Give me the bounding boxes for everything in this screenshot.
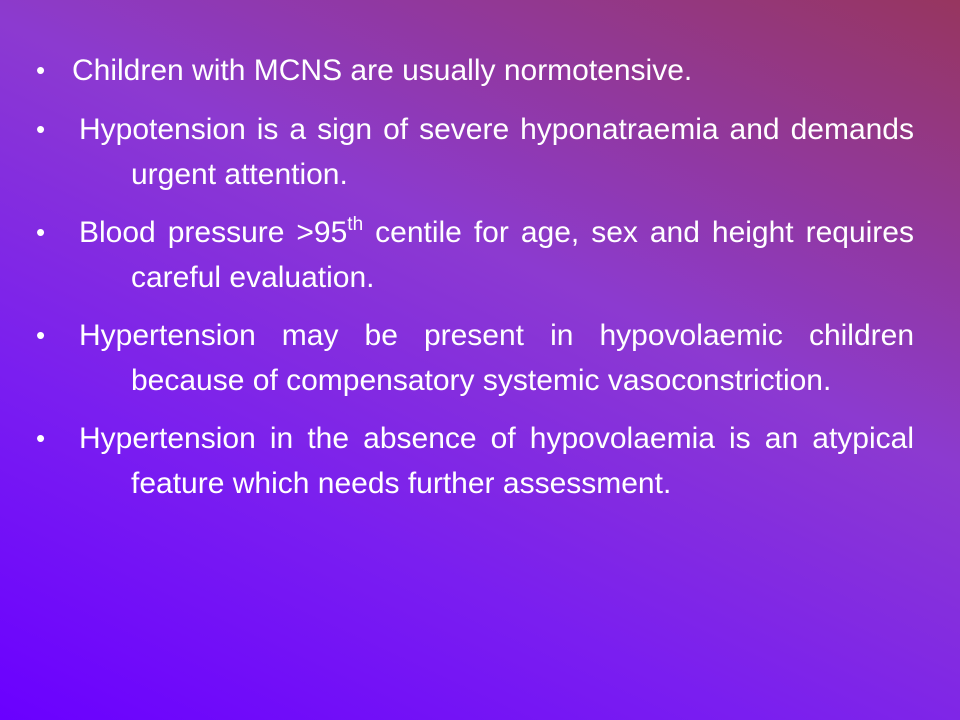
bullet-icon: •: [36, 55, 46, 85]
bullet-list: [36, 48, 914, 519]
bullet-icon: •: [36, 423, 46, 453]
bp-text-after: centile for age, sex and height requires careful evaluation.: [131, 216, 914, 294]
bp-superscript: th: [347, 214, 364, 235]
bullet-icon: •: [36, 217, 46, 247]
bp-text-before: Blood pressure >95: [79, 216, 348, 249]
bullet-item-hypertension-hypovolaemic: [36, 313, 914, 403]
bullet-item-hypertension-atypical: [36, 416, 914, 506]
bullet-text: Hypotension is a sign of severe hyponatraemia and demands urgent attention.: [79, 113, 914, 191]
bullet-text: Children with MCNS are usually normotensive.: [72, 54, 693, 87]
bullet-text: Hypertension may be present in hypovolaemic children because of compensatory systemic vasoconstriction.: [79, 319, 914, 397]
bullet-item-hypotension: [36, 107, 914, 197]
bullet-icon: •: [36, 320, 46, 350]
bullet-item-normotensive: [36, 48, 914, 93]
bullet-text: Hypertension in the absence of hypovolaemia is an atypical feature which needs further assessment.: [79, 422, 914, 500]
bullet-icon: •: [36, 114, 46, 144]
bullet-text: [79, 216, 914, 294]
bullet-item-blood-pressure: [36, 210, 914, 300]
